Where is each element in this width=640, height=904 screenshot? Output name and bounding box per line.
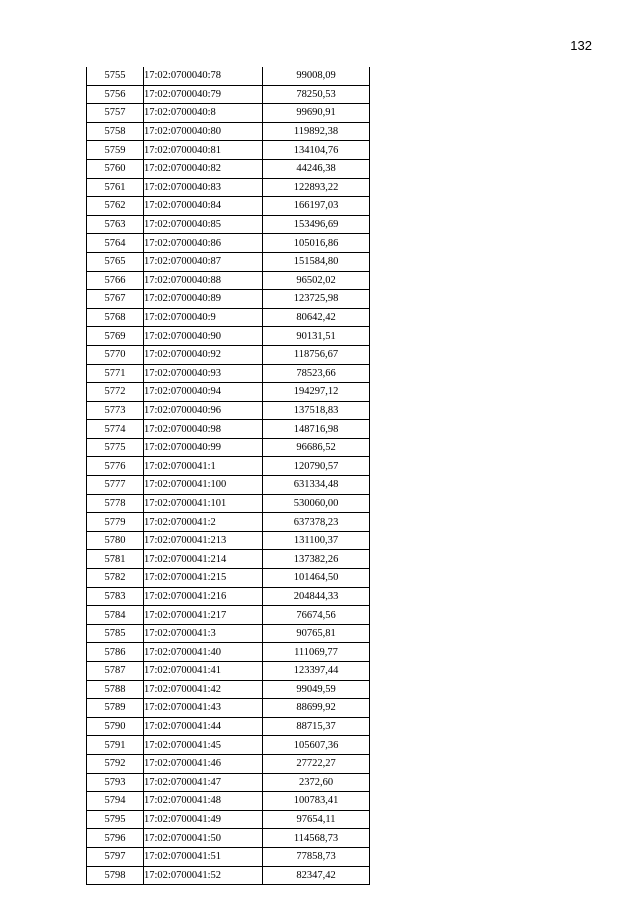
table-row	[87, 420, 370, 439]
value-cell: 637378,23	[263, 513, 370, 532]
value-cell: 111069,77	[263, 643, 370, 662]
row-number-cell: 5763	[87, 215, 144, 234]
cadastral-number-cell: 17:02:0700040:96	[144, 401, 263, 420]
row-number-cell: 5795	[87, 810, 144, 829]
value-cell: 123725,98	[263, 290, 370, 309]
cadastral-number-cell: 17:02:0700040:93	[144, 364, 263, 383]
table-row	[87, 717, 370, 736]
cadastral-number-cell: 17:02:0700041:1	[144, 457, 263, 476]
row-number-cell: 5768	[87, 308, 144, 327]
value-cell: 96502,02	[263, 271, 370, 290]
cadastral-number-cell: 17:02:0700040:83	[144, 178, 263, 197]
cadastral-number-cell: 17:02:0700041:45	[144, 736, 263, 755]
value-cell: 166197,03	[263, 197, 370, 216]
value-cell: 530060,00	[263, 494, 370, 513]
row-number-cell: 5779	[87, 513, 144, 532]
value-cell: 90765,81	[263, 624, 370, 643]
table-row	[87, 364, 370, 383]
table-row	[87, 141, 370, 160]
cadastral-number-cell: 17:02:0700041:42	[144, 680, 263, 699]
table-row	[87, 736, 370, 755]
cadastral-number-cell: 17:02:0700041:43	[144, 699, 263, 718]
cadastral-number-cell: 17:02:0700040:80	[144, 122, 263, 141]
cadastral-number-cell: 17:02:0700041:48	[144, 792, 263, 811]
row-number-cell: 5762	[87, 197, 144, 216]
value-cell: 100783,41	[263, 792, 370, 811]
row-number-cell: 5759	[87, 141, 144, 160]
value-cell: 96686,52	[263, 438, 370, 457]
table-row	[87, 829, 370, 848]
row-number-cell: 5784	[87, 606, 144, 625]
table-row	[87, 67, 370, 85]
value-cell: 44246,38	[263, 159, 370, 178]
value-cell: 105607,36	[263, 736, 370, 755]
row-number-cell: 5796	[87, 829, 144, 848]
value-cell: 78250,53	[263, 85, 370, 104]
cadastral-number-cell: 17:02:0700040:86	[144, 234, 263, 253]
row-number-cell: 5782	[87, 569, 144, 588]
table-row	[87, 383, 370, 402]
row-number-cell: 5777	[87, 476, 144, 495]
row-number-cell: 5775	[87, 438, 144, 457]
row-number-cell: 5771	[87, 364, 144, 383]
cadastral-number-cell: 17:02:0700040:78	[144, 67, 263, 85]
table-row	[87, 85, 370, 104]
value-cell: 153496,69	[263, 215, 370, 234]
table-row	[87, 699, 370, 718]
table-row	[87, 308, 370, 327]
value-cell: 99690,91	[263, 104, 370, 123]
table-row	[87, 197, 370, 216]
row-number-cell: 5793	[87, 773, 144, 792]
table-row	[87, 401, 370, 420]
table-row	[87, 178, 370, 197]
row-number-cell: 5765	[87, 252, 144, 271]
value-cell: 151584,80	[263, 252, 370, 271]
table-row	[87, 662, 370, 681]
value-cell: 137518,83	[263, 401, 370, 420]
data-table	[86, 67, 370, 885]
table-row	[87, 792, 370, 811]
cadastral-number-cell: 17:02:0700040:87	[144, 252, 263, 271]
row-number-cell: 5757	[87, 104, 144, 123]
row-number-cell: 5794	[87, 792, 144, 811]
row-number-cell: 5798	[87, 866, 144, 885]
page-number: 132	[570, 38, 592, 53]
table-row	[87, 810, 370, 829]
table-row	[87, 122, 370, 141]
cadastral-number-cell: 17:02:0700040:98	[144, 420, 263, 439]
value-cell: 77858,73	[263, 847, 370, 866]
cadastral-number-cell: 17:02:0700041:216	[144, 587, 263, 606]
cadastral-number-cell: 17:02:0700040:82	[144, 159, 263, 178]
table-row	[87, 866, 370, 885]
table-row	[87, 271, 370, 290]
row-number-cell: 5788	[87, 680, 144, 699]
row-number-cell: 5797	[87, 847, 144, 866]
row-number-cell: 5764	[87, 234, 144, 253]
row-number-cell: 5790	[87, 717, 144, 736]
table-row	[87, 680, 370, 699]
row-number-cell: 5791	[87, 736, 144, 755]
cadastral-number-cell: 17:02:0700041:47	[144, 773, 263, 792]
row-number-cell: 5755	[87, 67, 144, 85]
value-cell: 97654,11	[263, 810, 370, 829]
value-cell: 101464,50	[263, 569, 370, 588]
row-number-cell: 5780	[87, 531, 144, 550]
row-number-cell: 5787	[87, 662, 144, 681]
table-row	[87, 531, 370, 550]
row-number-cell: 5776	[87, 457, 144, 476]
table-row	[87, 234, 370, 253]
table-row	[87, 513, 370, 532]
row-number-cell: 5773	[87, 401, 144, 420]
table-row	[87, 606, 370, 625]
cadastral-number-cell: 17:02:0700040:88	[144, 271, 263, 290]
value-cell: 131100,37	[263, 531, 370, 550]
value-cell: 27722,27	[263, 754, 370, 773]
cadastral-number-cell: 17:02:0700040:84	[144, 197, 263, 216]
row-number-cell: 5770	[87, 345, 144, 364]
value-cell: 137382,26	[263, 550, 370, 569]
row-number-cell: 5766	[87, 271, 144, 290]
cadastral-number-cell: 17:02:0700041:3	[144, 624, 263, 643]
cadastral-number-cell: 17:02:0700041:46	[144, 754, 263, 773]
row-number-cell: 5789	[87, 699, 144, 718]
value-cell: 123397,44	[263, 662, 370, 681]
table-row	[87, 494, 370, 513]
table-row	[87, 438, 370, 457]
cadastral-number-cell: 17:02:0700041:50	[144, 829, 263, 848]
value-cell: 118756,67	[263, 345, 370, 364]
value-cell: 119892,38	[263, 122, 370, 141]
cadastral-number-cell: 17:02:0700041:100	[144, 476, 263, 495]
table-row	[87, 773, 370, 792]
table-row	[87, 569, 370, 588]
table-row	[87, 457, 370, 476]
cadastral-number-cell: 17:02:0700040:89	[144, 290, 263, 309]
row-number-cell: 5767	[87, 290, 144, 309]
table-row	[87, 327, 370, 346]
row-number-cell: 5785	[87, 624, 144, 643]
row-number-cell: 5792	[87, 754, 144, 773]
table-row	[87, 643, 370, 662]
value-cell: 78523,66	[263, 364, 370, 383]
row-number-cell: 5774	[87, 420, 144, 439]
table-row	[87, 215, 370, 234]
table-row	[87, 587, 370, 606]
cadastral-number-cell: 17:02:0700041:215	[144, 569, 263, 588]
row-number-cell: 5778	[87, 494, 144, 513]
table-row	[87, 550, 370, 569]
value-cell: 88699,92	[263, 699, 370, 718]
cadastral-number-cell: 17:02:0700040:94	[144, 383, 263, 402]
table-body	[87, 67, 370, 885]
value-cell: 90131,51	[263, 327, 370, 346]
cadastral-number-cell: 17:02:0700041:213	[144, 531, 263, 550]
row-number-cell: 5760	[87, 159, 144, 178]
value-cell: 105016,86	[263, 234, 370, 253]
value-cell: 148716,98	[263, 420, 370, 439]
row-number-cell: 5761	[87, 178, 144, 197]
value-cell: 631334,48	[263, 476, 370, 495]
row-number-cell: 5758	[87, 122, 144, 141]
cadastral-number-cell: 17:02:0700040:85	[144, 215, 263, 234]
cadastral-number-cell: 17:02:0700041:40	[144, 643, 263, 662]
value-cell: 122893,22	[263, 178, 370, 197]
row-number-cell: 5786	[87, 643, 144, 662]
value-cell: 76674,56	[263, 606, 370, 625]
cadastral-number-cell: 17:02:0700040:99	[144, 438, 263, 457]
cadastral-number-cell: 17:02:0700040:79	[144, 85, 263, 104]
value-cell: 120790,57	[263, 457, 370, 476]
value-cell: 114568,73	[263, 829, 370, 848]
row-number-cell: 5772	[87, 383, 144, 402]
table-row	[87, 754, 370, 773]
value-cell: 134104,76	[263, 141, 370, 160]
cadastral-number-cell: 17:02:0700041:217	[144, 606, 263, 625]
value-cell: 88715,37	[263, 717, 370, 736]
value-cell: 194297,12	[263, 383, 370, 402]
row-number-cell: 5769	[87, 327, 144, 346]
value-cell: 99008,09	[263, 67, 370, 85]
table-row	[87, 104, 370, 123]
table-row	[87, 476, 370, 495]
table-row	[87, 159, 370, 178]
cadastral-number-cell: 17:02:0700041:49	[144, 810, 263, 829]
value-cell: 82347,42	[263, 866, 370, 885]
cadastral-number-cell: 17:02:0700041:52	[144, 866, 263, 885]
table-row	[87, 624, 370, 643]
value-cell: 80642,42	[263, 308, 370, 327]
cadastral-number-cell: 17:02:0700040:92	[144, 345, 263, 364]
cadastral-number-cell: 17:02:0700041:2	[144, 513, 263, 532]
cadastral-number-cell: 17:02:0700041:41	[144, 662, 263, 681]
row-number-cell: 5756	[87, 85, 144, 104]
cadastral-number-cell: 17:02:0700040:9	[144, 308, 263, 327]
cadastral-number-cell: 17:02:0700041:101	[144, 494, 263, 513]
table-row	[87, 252, 370, 271]
cadastral-number-cell: 17:02:0700041:214	[144, 550, 263, 569]
table-row	[87, 290, 370, 309]
table-row	[87, 847, 370, 866]
cadastral-number-cell: 17:02:0700041:51	[144, 847, 263, 866]
row-number-cell: 5783	[87, 587, 144, 606]
cadastral-number-cell: 17:02:0700040:8	[144, 104, 263, 123]
cadastral-number-cell: 17:02:0700040:90	[144, 327, 263, 346]
cadastral-number-cell: 17:02:0700041:44	[144, 717, 263, 736]
table-row	[87, 345, 370, 364]
row-number-cell: 5781	[87, 550, 144, 569]
value-cell: 99049,59	[263, 680, 370, 699]
cadastral-number-cell: 17:02:0700040:81	[144, 141, 263, 160]
value-cell: 204844,33	[263, 587, 370, 606]
value-cell: 2372,60	[263, 773, 370, 792]
